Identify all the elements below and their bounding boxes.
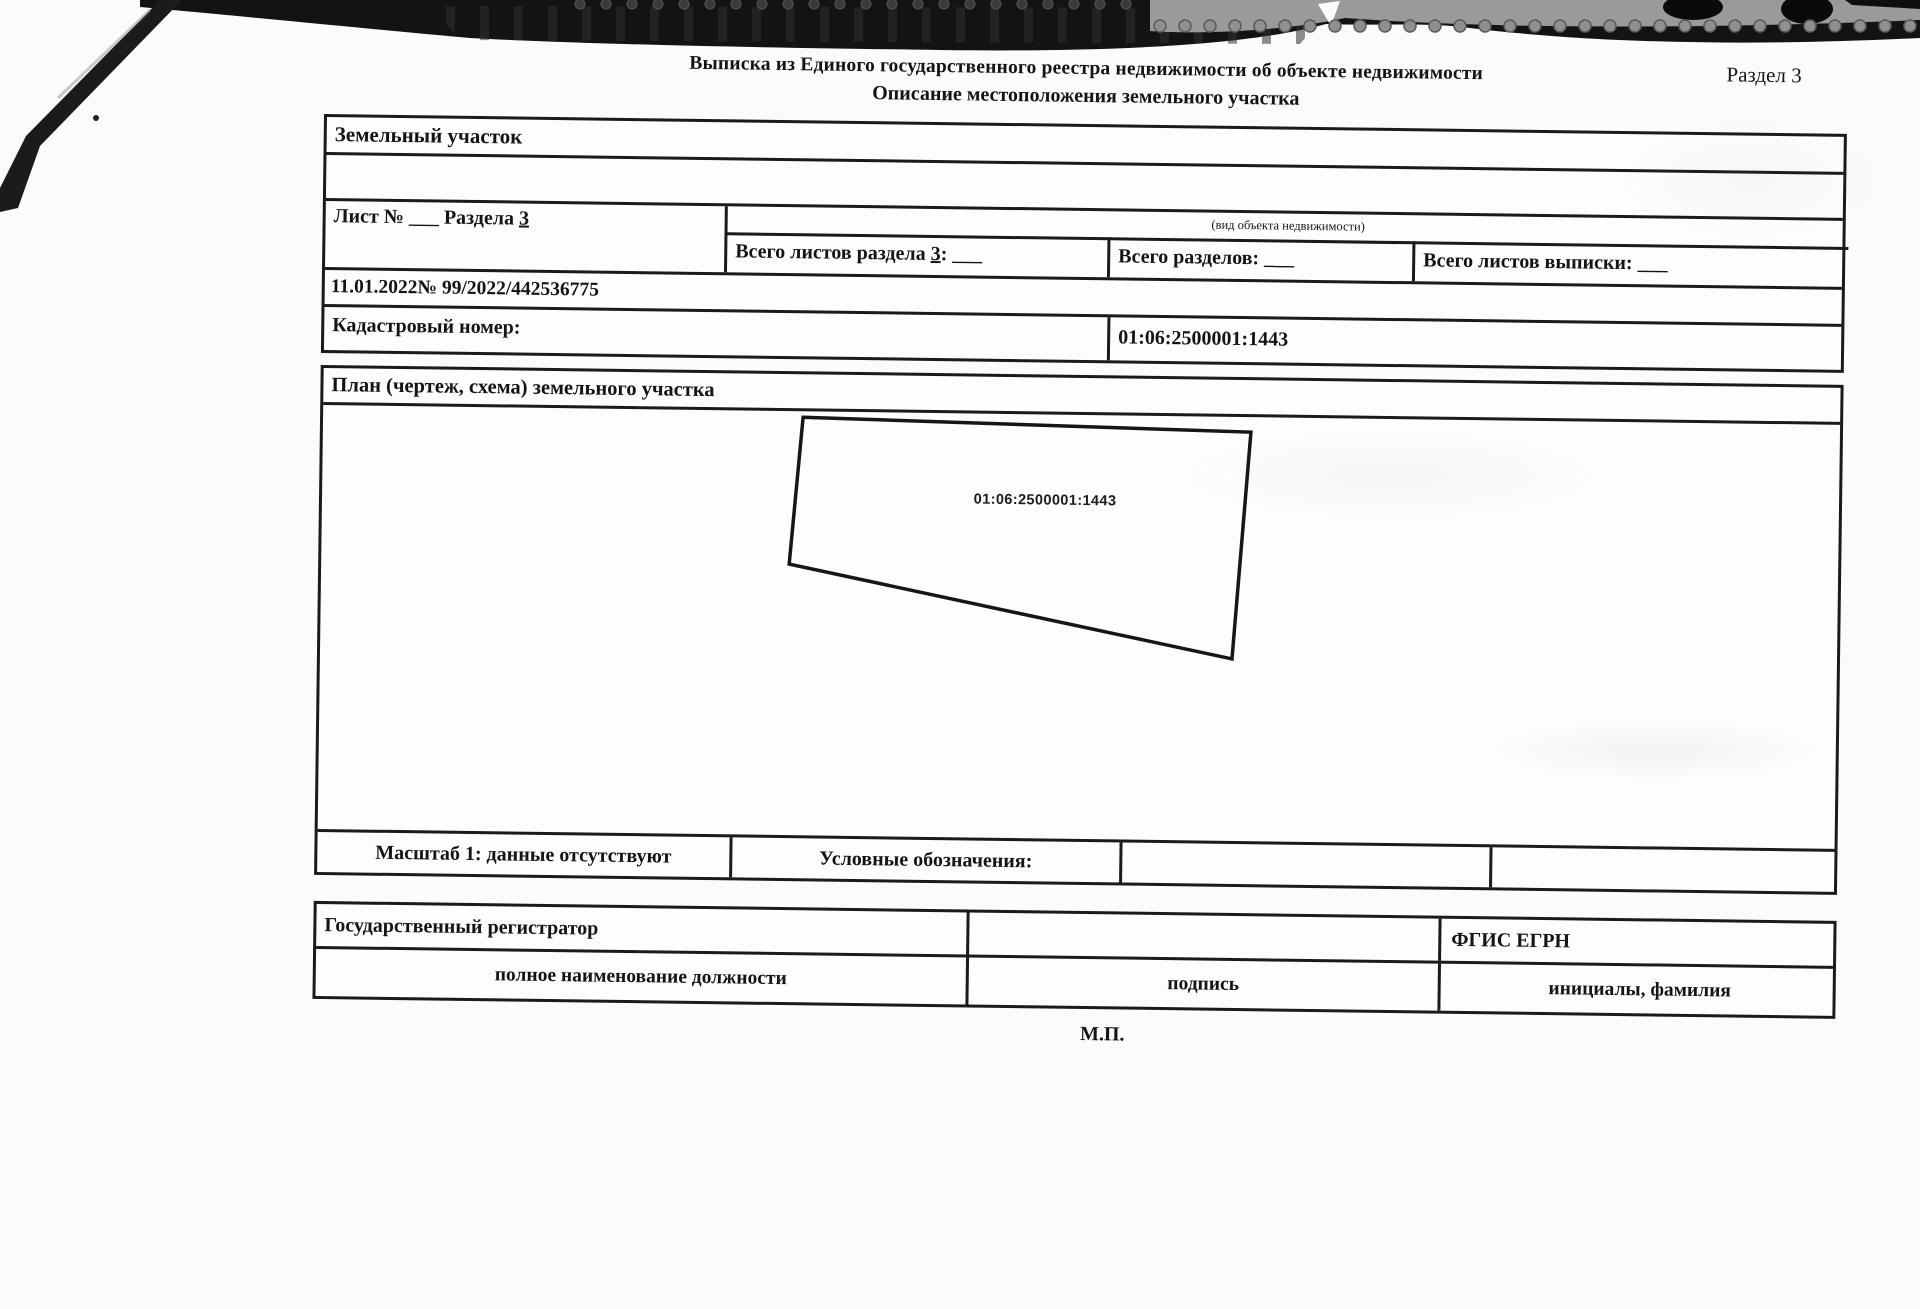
sheet-label: Лист № — [333, 205, 405, 229]
legend-cell: Условные обозначения: — [732, 837, 1122, 882]
signature-empty-cell — [966, 912, 1442, 960]
total-sheets-blank: : ___ — [940, 243, 983, 266]
binding-hole-2 — [1781, 0, 1833, 24]
document-header — [324, 40, 1848, 118]
plan-title: План (чертеж, схема) земельного участка — [323, 368, 1840, 425]
total-sheets-label: Всего листов раздела — [735, 240, 931, 265]
stamp-place-label: М.П. — [1079, 1022, 1125, 1046]
legend-empty-cell-1 — [1122, 843, 1492, 888]
sheet-section-word: Раздела — [443, 206, 515, 230]
position-caption: полное наименование должности — [494, 963, 787, 989]
scale-cell: Масштаб 1: данные отсутствуют — [317, 832, 732, 877]
page-edge-shadow — [0, 0, 182, 212]
name-caption: инициалы, фамилия — [1548, 977, 1732, 1001]
page-edge-faint-line — [58, 10, 150, 98]
binding-gray-body — [1150, 0, 1920, 32]
parcel-polygon — [788, 417, 1251, 659]
total-sheets-of-section-cell — [727, 232, 1110, 277]
object-type-caption: (вид объекта недвижимости) — [1211, 217, 1365, 234]
document-sheet — [312, 40, 1848, 1056]
sheet-number-cell — [325, 201, 728, 272]
total-sheets-number: 3 — [930, 242, 941, 266]
cadastral-value-cell: 01:06:2500001:1443 — [1107, 317, 1842, 370]
top-band-rib-texture — [430, 6, 1330, 44]
binding-hole-1 — [1663, 0, 1723, 20]
band-white-notch — [1318, 1, 1340, 26]
parcel-cadastral-label: 01:06:2500001:1443 — [973, 491, 1117, 510]
total-extract-sheets-cell: Всего листов выписки: ___ — [1415, 241, 1848, 287]
cadastral-label-cell: Кадастровый номер: — [332, 314, 521, 339]
page-edge-speck — [93, 115, 99, 121]
binding-dimple-row — [575, 0, 1916, 32]
doc-title: Выписка из Единого государственного реестра недвижимости об объекте недвижимости — [689, 52, 1484, 85]
sheet-blank: ___ — [408, 206, 440, 229]
doc-subtitle: Описание местоположения земельного участка — [872, 82, 1300, 110]
binding-corner-shadow — [1845, 0, 1920, 9]
section-label: Раздел 3 — [1726, 62, 1802, 88]
legend-empty-cell-2 — [1492, 847, 1840, 892]
signature-caption: подпись — [965, 957, 1441, 1010]
fgis-egrn-cell: ФГИС ЕГРН — [1451, 928, 1571, 952]
plan-canvas — [318, 405, 1840, 849]
signature-table — [312, 901, 1836, 1019]
object-table — [321, 114, 1847, 373]
registrar-cell: Государственный регистратор — [324, 913, 599, 940]
date-number-row: 11.01.2022№ 99/2022/442536775 — [325, 270, 1842, 327]
total-sections-cell: Всего разделов: ___ — [1110, 237, 1415, 281]
plan-table — [314, 365, 1844, 895]
sheet-section-number: 3 — [518, 207, 530, 230]
object-type-cell: Земельный участок — [326, 117, 1843, 175]
parcel-plan-drawing — [318, 405, 1840, 849]
